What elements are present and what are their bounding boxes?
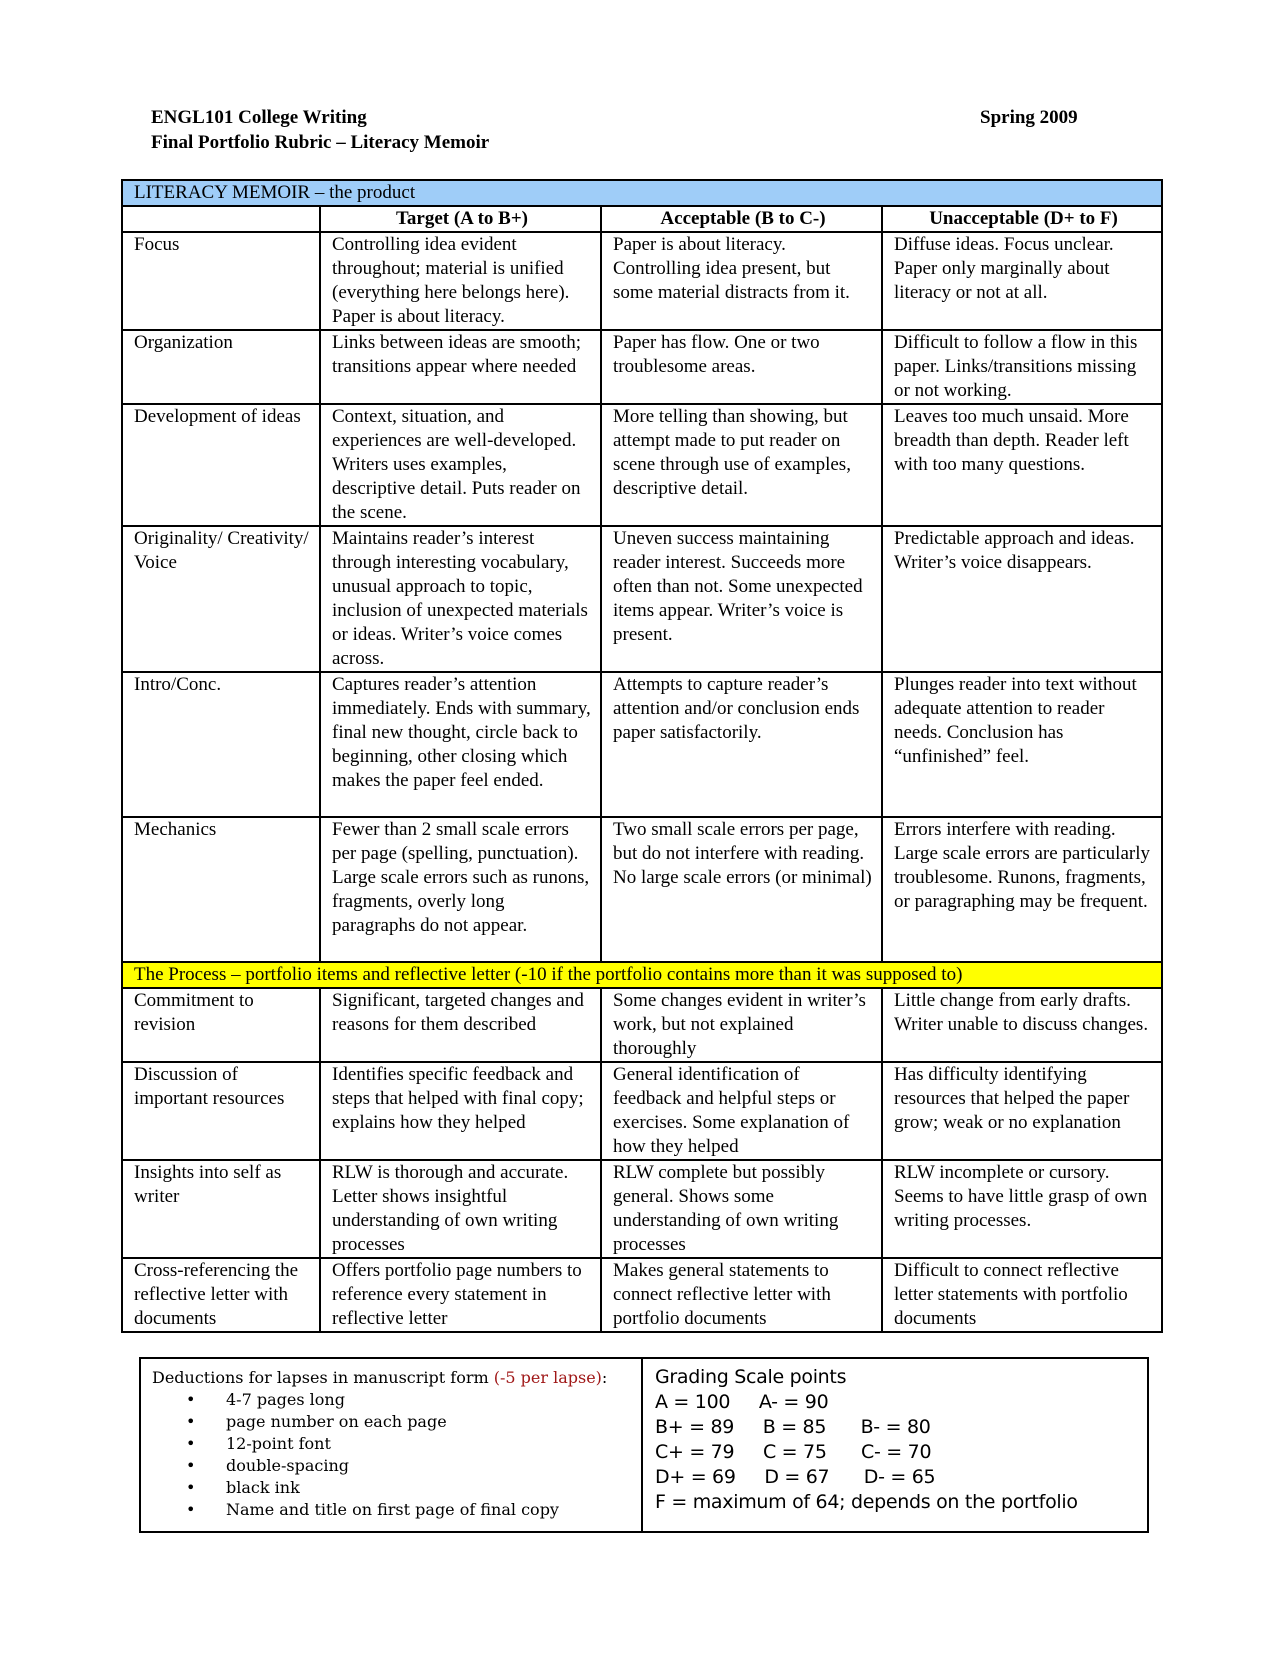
unacceptable-cell: Diffuse ideas. Focus unclear. Paper only marginally about literacy or not at all.: [882, 232, 1162, 330]
list-item: [186, 1455, 641, 1477]
criterion-cell: Insights into self as writer: [122, 1160, 320, 1258]
grading-panel: [643, 1359, 1147, 1531]
column-header-unacceptable: Unacceptable (D+ to F): [882, 206, 1162, 232]
process-banner-row: [122, 962, 1162, 988]
table-row: [122, 988, 1162, 1062]
deductions-intro: [152, 1367, 641, 1389]
table-row: [122, 232, 1162, 330]
acceptable-cell: RLW complete but possibly general. Shows some understanding of own writing processes: [601, 1160, 882, 1258]
table-row: [122, 330, 1162, 404]
target-cell: Significant, targeted changes and reasons for them described: [320, 988, 601, 1062]
unacceptable-cell: Errors interfere with reading. Large scale errors are particularly troublesome. Runons, fragments, or paragraphing may be frequent.: [882, 817, 1162, 962]
criterion-cell: Organization: [122, 330, 320, 404]
rubric-subtitle: Final Portfolio Rubric – Literacy Memoir: [151, 132, 490, 153]
bullet-icon: •: [186, 1434, 196, 1453]
grading-line: B+ = 89 B = 85 B- = 80: [655, 1416, 931, 1438]
term-label: Spring 2009: [980, 107, 1078, 128]
deductions-colon: :: [601, 1368, 608, 1387]
list-item-text: page number on each page: [226, 1412, 447, 1431]
unacceptable-cell: Difficult to follow a flow in this paper. Links/transitions missing or not working.: [882, 330, 1162, 404]
product-banner-row: [122, 180, 1162, 206]
list-item-text: 4-7 pages long: [226, 1390, 345, 1409]
notes-box: [139, 1357, 1149, 1533]
list-item-text: Name and title on first page of final copy: [226, 1500, 559, 1519]
deductions-intro-text: Deductions for lapses in manuscript form: [152, 1368, 494, 1387]
list-item: [186, 1499, 641, 1521]
bullet-icon: •: [186, 1500, 196, 1519]
deductions-list: [152, 1389, 641, 1521]
acceptable-cell: Makes general statements to connect reflective letter with portfolio documents: [601, 1258, 882, 1332]
product-banner: LITERACY MEMOIR – the product: [122, 180, 1162, 206]
acceptable-cell: Some changes evident in writer’s work, but not explained thoroughly: [601, 988, 882, 1062]
acceptable-cell: More telling than showing, but attempt made to put reader on scene through use of examples, descriptive detail.: [601, 404, 882, 526]
unacceptable-cell: Difficult to connect reflective letter statements with portfolio documents: [882, 1258, 1162, 1332]
unacceptable-cell: Predictable approach and ideas. Writer’s voice disappears.: [882, 526, 1162, 672]
unacceptable-cell: Has difficulty identifying resources that helped the paper grow; weak or no explanation: [882, 1062, 1162, 1160]
acceptable-cell: Two small scale errors per page, but do not interfere with reading. No large scale errors (or minimal): [601, 817, 882, 962]
grading-line: F = maximum of 64; depends on the portfolio: [655, 1491, 1078, 1513]
course-title: ENGL101 College Writing: [151, 107, 367, 128]
target-cell: Fewer than 2 small scale errors per page (spelling, punctuation). Large scale errors such as runons, fragments, overly long paragraphs do not appear.: [320, 817, 601, 962]
table-row: [122, 817, 1162, 962]
rubric-table: [121, 179, 1163, 1333]
acceptable-cell: General identification of feedback and helpful steps or exercises. Some explanation of how they helped: [601, 1062, 882, 1160]
bullet-icon: •: [186, 1456, 196, 1475]
criterion-cell: Development of ideas: [122, 404, 320, 526]
table-row: [122, 672, 1162, 817]
deductions-panel: [141, 1359, 643, 1531]
unacceptable-cell: RLW incomplete or cursory. Seems to have little grasp of own writing processes.: [882, 1160, 1162, 1258]
acceptable-cell: Uneven success maintaining reader interest. Succeeds more often than not. Some unexpected items appear. Writer’s voice is present.: [601, 526, 882, 672]
criterion-cell: Cross-referencing the reflective letter with documents: [122, 1258, 320, 1332]
list-item: [186, 1411, 641, 1433]
criterion-cell: Discussion of important resources: [122, 1062, 320, 1160]
criterion-cell: Originality/ Creativity/ Voice: [122, 526, 320, 672]
table-row: [122, 1258, 1162, 1332]
target-cell: Offers portfolio page numbers to reference every statement in reflective letter: [320, 1258, 601, 1332]
unacceptable-cell: Plunges reader into text without adequate attention to reader needs. Conclusion has “unfinished” feel.: [882, 672, 1162, 817]
criterion-header: [122, 206, 320, 232]
list-item: [186, 1433, 641, 1455]
bullet-icon: •: [186, 1390, 196, 1409]
criterion-cell: Commitment to revision: [122, 988, 320, 1062]
list-item-text: double-spacing: [226, 1456, 350, 1475]
column-header-target: Target (A to B+): [320, 206, 601, 232]
target-cell: Captures reader’s attention immediately. Ends with summary, final new thought, circle back to beginning, other closing which makes the paper feel ended.: [320, 672, 601, 817]
target-cell: Controlling idea evident throughout; material is unified (everything here belongs here). Paper is about literacy.: [320, 232, 601, 330]
target-cell: RLW is thorough and accurate. Letter shows insightful understanding of own writing processes: [320, 1160, 601, 1258]
target-cell: Context, situation, and experiences are well-developed. Writers uses examples, descriptive detail. Puts reader on the scene.: [320, 404, 601, 526]
acceptable-cell: Paper has flow. One or two troublesome areas.: [601, 330, 882, 404]
table-row: [122, 526, 1162, 672]
deductions-penalty: (-5 per lapse): [493, 1368, 602, 1387]
list-item: [186, 1389, 641, 1411]
criterion-cell: Intro/Conc.: [122, 672, 320, 817]
target-cell: Identifies specific feedback and steps that helped with final copy; explains how they helped: [320, 1062, 601, 1160]
bullet-icon: •: [186, 1412, 196, 1431]
grading-title: Grading Scale points: [655, 1366, 847, 1388]
criterion-cell: Focus: [122, 232, 320, 330]
grading-line: A = 100 A- = 90: [655, 1391, 829, 1413]
process-banner: The Process – portfolio items and reflective letter (-10 if the portfolio contains more than it was supposed to): [122, 962, 1162, 988]
table-row: [122, 1062, 1162, 1160]
grading-line: C+ = 79 C = 75 C- = 70: [655, 1441, 932, 1463]
list-item-text: 12-point font: [226, 1434, 331, 1453]
table-row: [122, 404, 1162, 526]
bullet-icon: •: [186, 1478, 196, 1497]
target-cell: Maintains reader’s interest through interesting vocabulary, unusual approach to topic, inclusion of unexpected materials or ideas. Writer’s voice comes across.: [320, 526, 601, 672]
grading-line: D+ = 69 D = 67 D- = 65: [655, 1466, 936, 1488]
acceptable-cell: Attempts to capture reader’s attention and/or conclusion ends paper satisfactorily.: [601, 672, 882, 817]
acceptable-cell: Paper is about literacy. Controlling idea present, but some material distracts from it.: [601, 232, 882, 330]
unacceptable-cell: Little change from early drafts. Writer unable to discuss changes.: [882, 988, 1162, 1062]
criterion-cell: Mechanics: [122, 817, 320, 962]
table-row: [122, 1160, 1162, 1258]
column-header-row: [122, 206, 1162, 232]
unacceptable-cell: Leaves too much unsaid. More breadth than depth. Reader left with too many questions.: [882, 404, 1162, 526]
target-cell: Links between ideas are smooth; transitions appear where needed: [320, 330, 601, 404]
list-item: [186, 1477, 641, 1499]
column-header-acceptable: Acceptable (B to C-): [601, 206, 882, 232]
list-item-text: black ink: [226, 1478, 300, 1497]
